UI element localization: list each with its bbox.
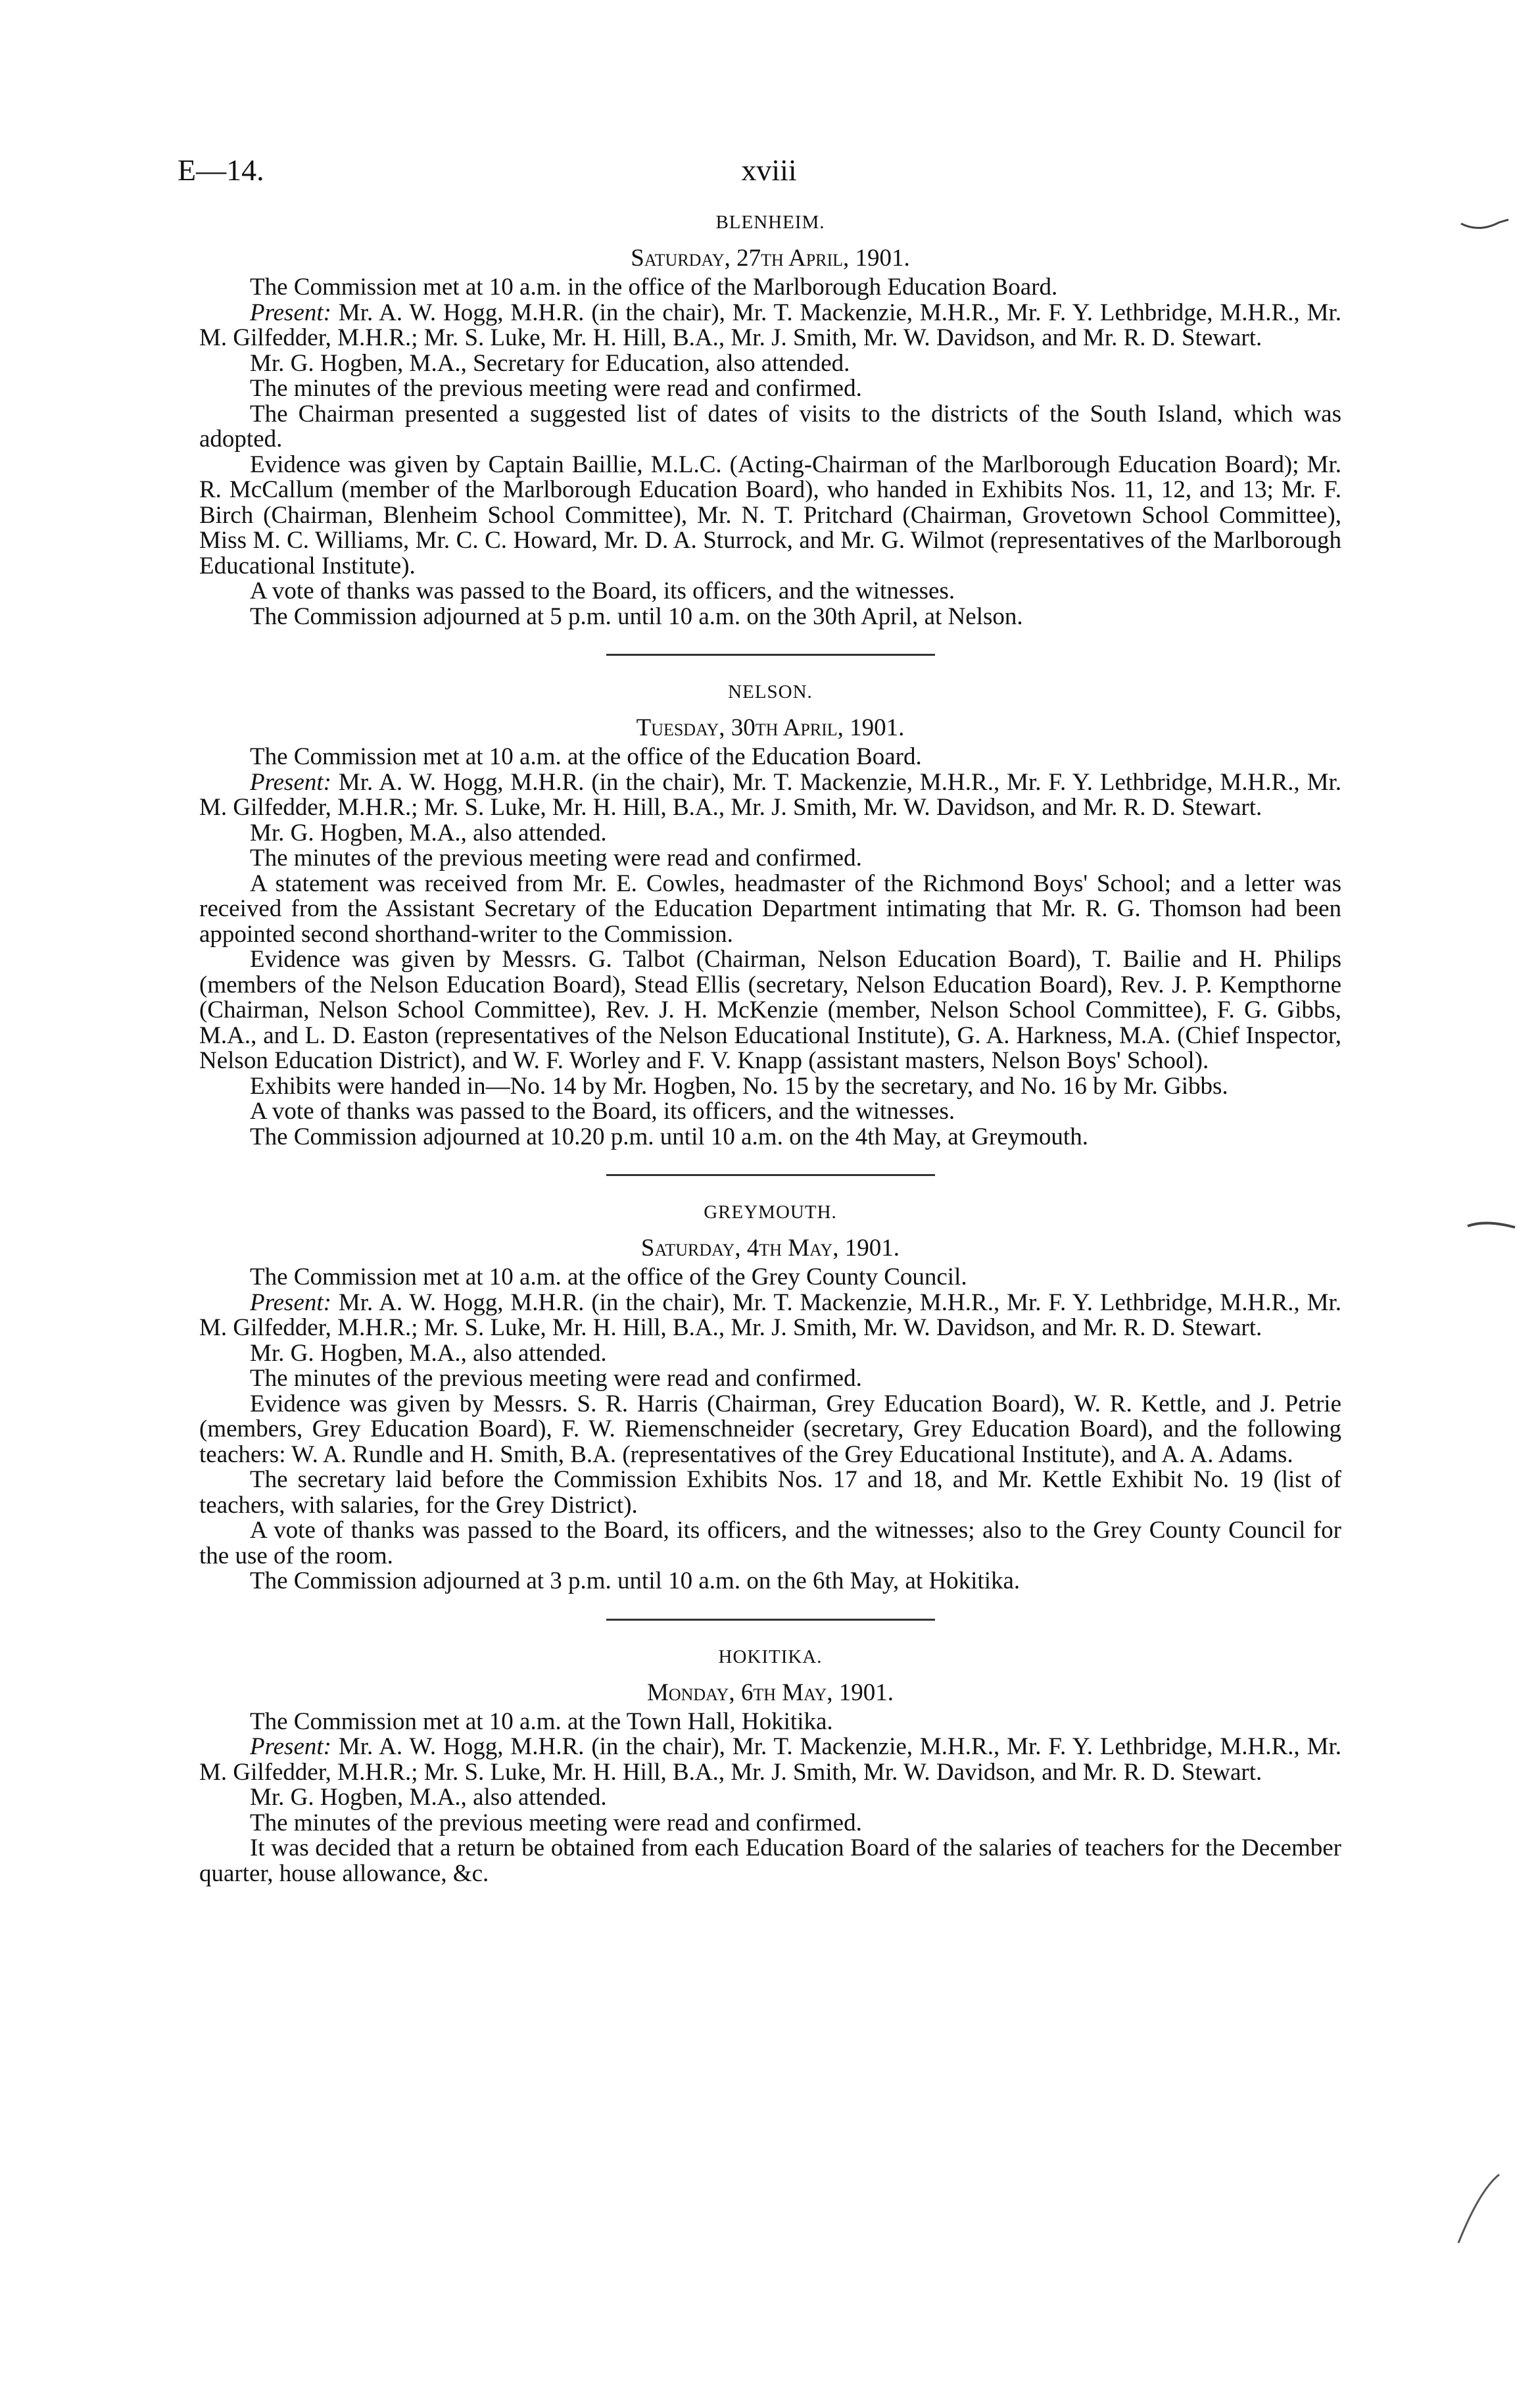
paragraph-text: The Commission adjourned at 3 p.m. until 10 a.m. on the 6th May, at Hokitika. [250,1567,1021,1594]
minutes-paragraph [199,1290,1341,1341]
paragraph-text: The Commission adjourned at 5 p.m. until 10 a.m. on the 30th April, at Nelson. [250,602,1023,630]
present-label: Present: [250,768,331,796]
paragraph-text: A vote of thanks was passed to the Board, its officers, and the witnesses. [250,1098,955,1125]
paragraph-text: Mr. G. Hogben, M.A., also attended. [250,1339,607,1367]
section-divider [606,1619,935,1621]
paragraph-text: Mr. A. W. Hogg, M.H.R. (in the chair), Mr. T. Mackenzie, M.H.R., Mr. F. Y. Lethbridge, M.H.R., Mr. M. Gilfedder, M.H.R.; Mr. S. Luke, Mr. H. Hill, B.A., Mr. J. Smith, Mr. W. Davidson, and Mr. R. D. Stewart. [199,1733,1341,1786]
margin-mark [1466,1217,1519,1233]
place-heading: NELSON. [728,681,813,702]
paragraph-text: The minutes of the previous meeting were read and confirmed. [250,1365,862,1392]
minutes-paragraph [199,275,1341,301]
minutes-paragraph [199,947,1341,1074]
minutes-paragraph [199,402,1341,453]
document-reference: E—14. [178,153,264,187]
paragraph-text: Evidence was given by Messrs. G. Talbot (Chairman, Nelson Education Board), T. Bailie and H. Philips (members of the Nelson Education Board), Stead Ellis (secretary, Nelson Education Board), Rev. J. P. Kempthorne (Chairman, Nelson School Committee), Rev. J. H. McKenzie (member, Nelson School Committee), F. G. Gibbs, M.A., and L. D. Easton (representatives of the Nelson Educational Institute), G. A. Harkness, M.A. (Chief Inspector, Nelson Education District), and W. F. Worley and F. V. Knapp (assistant masters, Nelson Boys' School). [199,946,1341,1074]
minutes-paragraph [199,1785,1341,1811]
paragraph-text: Mr. A. W. Hogg, M.H.R. (in the chair), Mr. T. Mackenzie, M.H.R., Mr. F. Y. Lethbridge, M.H.R., Mr. M. Gilfedder, M.H.R.; Mr. S. Luke, Mr. H. Hill, B.A., Mr. J. Smith, Mr. W. Davidson, and Mr. R. D. Stewart. [199,768,1341,821]
paragraph-text: The Commission met at 10 a.m. in the office of the Marlborough Education Board. [250,274,1058,301]
paragraph-text: Evidence was given by Messrs. S. R. Harris (Chairman, Grey Education Board), W. R. Kettle, and J. Petrie (members, Grey Education Board), F. W. Riemenschneider (secretary, Grey Education Board), and the following teachers: W. A. Rundle and H. Smith, B.A. (representatives of the Grey Educational Institute), and A. A. Adams. [199,1390,1341,1468]
place-heading: BLENHEIM. [715,212,825,233]
paragraph-text: Mr. G. Hogben, M.A., also attended. [250,819,607,847]
minutes-paragraph [199,1467,1341,1518]
meeting-date: Saturday, 4th May, 1901. [640,1235,900,1262]
minutes-paragraph [199,1366,1341,1392]
minutes-paragraph [199,1811,1341,1836]
meeting-section [199,212,1341,629]
paragraph-text: The Commission adjourned at 10.20 p.m. until 10 a.m. on the 4th May, at Greymouth. [250,1123,1088,1150]
paragraph-text: Mr. G. Hogben, M.A., Secretary for Education, also attended. [250,349,850,377]
paragraph-text: The Commission met at 10 a.m. at the office of the Education Board. [250,743,922,770]
paragraph-text: It was decided that a return be obtained from each Education Board of the salaries of teachers for the December quarter, house allowance, &c. [199,1834,1341,1887]
paragraph-text: The Commission met at 10 a.m. at the office of the Grey County Council. [250,1264,967,1290]
minutes-paragraph [199,770,1341,821]
minutes-paragraph [199,846,1341,872]
paragraph-text: A vote of thanks was passed to the Board, its officers, and the witnesses. [250,577,955,604]
minutes-paragraph [199,1518,1341,1569]
minutes-paragraph [199,872,1341,948]
meeting-section [199,1646,1341,1887]
minutes-paragraph [199,1569,1341,1594]
minutes-paragraph [199,1734,1341,1785]
minutes-paragraph [199,604,1341,630]
margin-mark [1453,2171,1506,2249]
minutes-paragraph [199,301,1341,351]
minutes-paragraph [199,1709,1341,1735]
minutes-paragraph [199,1836,1341,1886]
minutes-paragraph [199,1265,1341,1290]
paragraph-text: Exhibits were handed in—No. 14 by Mr. Hogben, No. 15 by the secretary, and No. 16 by Mr. Gibbs. [250,1072,1228,1100]
meeting-section [199,681,1341,1150]
minutes-paragraph [199,1125,1341,1150]
minutes-paragraph [199,821,1341,847]
meeting-date: Tuesday, 30th April, 1901. [636,714,905,741]
minutes-paragraph [199,351,1341,377]
paragraph-text: The secretary laid before the Commission Exhibits Nos. 17 and 18, and Mr. Kettle Exhibit No. 19 (list of teachers, with salaries, for the Grey District). [199,1466,1341,1519]
page-header [0,153,1538,192]
meeting-date: Saturday, 27th April, 1901. [631,245,910,272]
paragraph-text: A statement was received from Mr. E. Cowles, headmaster of the Richmond Boys' School; and a letter was received from the Assistant Secretary of the Education Department intimating that Mr. R. G. Thomson had been appointed second shorthand-writer to the Commission. [199,870,1341,948]
paragraph-text: The Chairman presented a suggested list of dates of visits to the districts of the South Island, which was adopted. [199,400,1341,453]
paragraph-text: A vote of thanks was passed to the Board, its officers, and the witnesses; also to the Grey County Council for the use of the room. [199,1517,1341,1569]
place-heading: GREYMOUTH. [704,1202,837,1223]
margin-mark [1460,217,1512,237]
minutes-paragraph [199,745,1341,770]
section-divider [606,654,935,656]
paragraph-text: Mr. A. W. Hogg, M.H.R. (in the chair), Mr. T. Mackenzie, M.H.R., Mr. F. Y. Lethbridge, M.H.R., Mr. M. Gilfedder, M.H.R.; Mr. S. Luke, Mr. H. Hill, B.A., Mr. J. Smith, Mr. W. Davidson, and Mr. R. D. Stewart. [199,1289,1341,1341]
minutes-paragraph [199,1341,1341,1367]
paragraph-text: The minutes of the previous meeting were read and confirmed. [250,845,862,872]
paragraph-text: The minutes of the previous meeting were read and confirmed. [250,375,862,402]
present-label: Present: [250,1289,331,1316]
paragraph-text: Evidence was given by Captain Baillie, M.L.C. (Acting-Chairman of the Marlborough Education Board); Mr. R. McCallum (member of the Marlborough Education Board), who handed in Exhibits Nos. 11, 12, and 13; Mr. F. Birch (Chairman, Blenheim School Committee), Mr. N. T. Pritchard (Chairman, Grovetown School Committee), Miss M. C. Williams, Mr. C. C. Howard, Mr. D. A. Sturrock, and Mr. G. Wilmot (representatives of the Marlborough Educational Institute). [199,451,1341,579]
paragraph-text: Mr. G. Hogben, M.A., also attended. [250,1784,607,1811]
paragraph-text: The minutes of the previous meeting were read and confirmed. [250,1809,862,1836]
minutes-paragraph [199,453,1341,579]
minutes-paragraph [199,376,1341,402]
page-number: xviii [741,153,797,187]
minutes-paragraph [199,1074,1341,1100]
paragraph-text: The Commission met at 10 a.m. at the Town Hall, Hokitika. [250,1708,833,1735]
meeting-section [199,1202,1341,1594]
present-label: Present: [250,1733,331,1760]
present-label: Present: [250,299,331,326]
meeting-date: Monday, 6th May, 1901. [646,1679,894,1706]
section-divider [606,1174,935,1176]
minutes-paragraph [199,579,1341,604]
document-body [199,212,1341,1886]
minutes-paragraph [199,1099,1341,1125]
paragraph-text: Mr. A. W. Hogg, M.H.R. (in the chair), Mr. T. Mackenzie, M.H.R., Mr. F. Y. Lethbridge, M.H.R., Mr. M. Gilfedder, M.H.R.; Mr. S. Luke, Mr. H. Hill, B.A., Mr. J. Smith, Mr. W. Davidson, and Mr. R. D. Stewart. [199,299,1341,351]
place-heading: HOKITIKA. [718,1646,823,1667]
minutes-paragraph [199,1392,1341,1468]
